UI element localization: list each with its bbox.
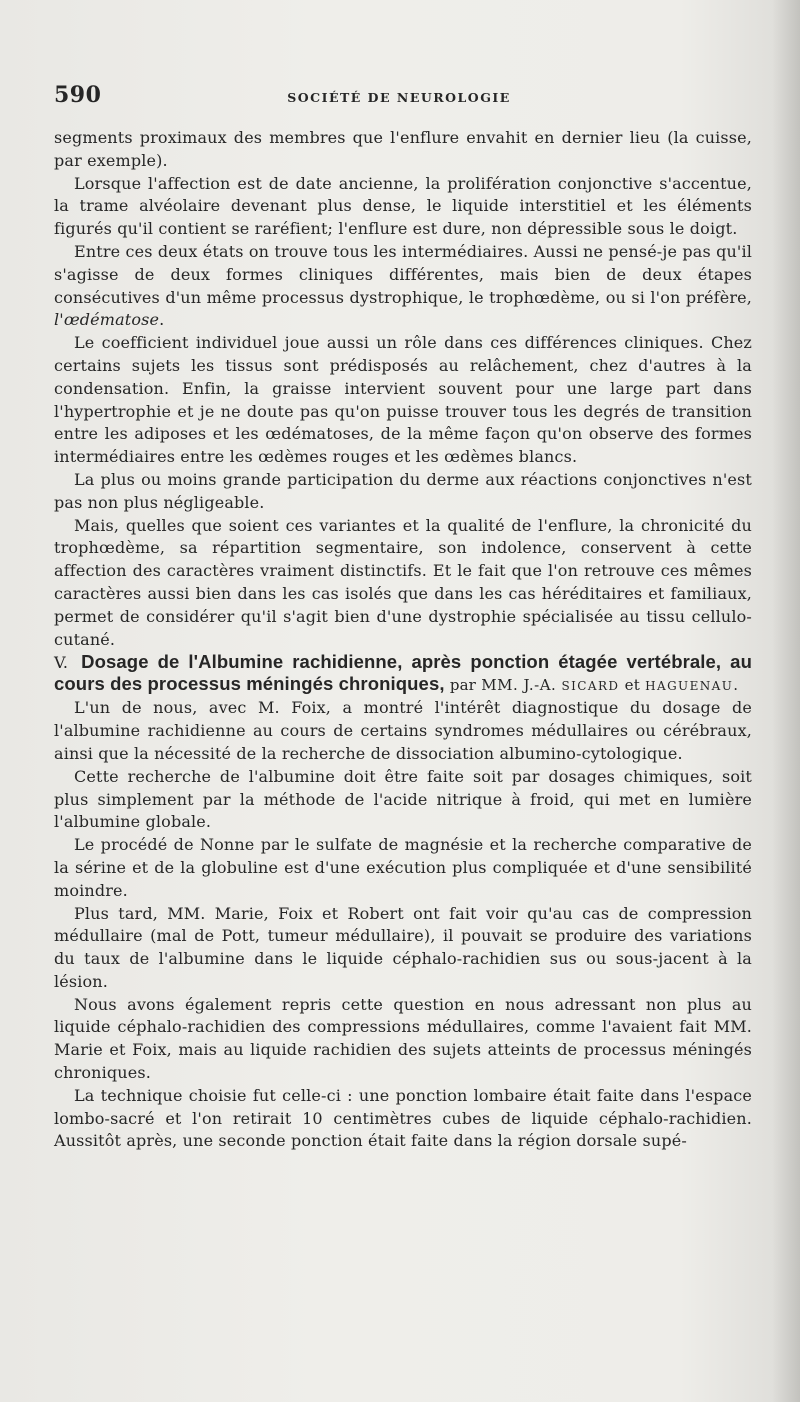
paragraph: segments proximaux des membres que l'enflure envahit en dernier lieu (la cuisse, par exemple). <box>54 128 752 170</box>
paragraph-text: Entre ces deux états on trouve tous les intermédiaires. Aussi ne pensé-je pas qu'il s'agisse de deux formes cliniques différentes, mais bien de deux étapes consécutives d'un même processus dystrophique, le trophœdème, ou si l'on préfère, <box>54 241 752 307</box>
section-authors-prefix: MM. J.-A. <box>481 676 557 695</box>
section-title-text: Dosage de l'Albumine rachidienne, après ponction étagée vertébrale, au cours des processus méningés chroniques, <box>54 651 752 695</box>
page-number: 590 <box>54 82 102 108</box>
author-haguenau: HAGUENAU <box>645 679 734 694</box>
italic-term: l'œdématose <box>54 310 160 330</box>
section-number: V. <box>54 653 69 673</box>
page-header <box>54 82 744 112</box>
section-and: et <box>624 676 640 695</box>
paragraph: Mais, quelles que soient ces variantes et la qualité de l'enflure, la chronicité du trophœdème, sa répartition segmentaire, son indolence, conservent à cette affection des caractères vraiment distinctifs. Et le fait que l'on retrouve ces mêmes caractères aussi bien dans les cas isolés que dans les cas héréditaires et familiaux, permet de considérer qu'il s'agit bien d'une dystrophie spécialisée au tissu cellulo-cutané. <box>54 515 752 649</box>
page-edge-shadow <box>772 0 800 1402</box>
section-title-end: . <box>733 676 739 695</box>
paragraph: Plus tard, MM. Marie, Foix et Robert ont fait voir qu'au cas de compression médullaire (mal de Pott, tumeur médullaire), il pouvait se produire des variations du taux de l'albumine dans le liquide céphalo-rachidien sus ou sous-jacent à la lésion. <box>54 903 752 991</box>
paragraph: La plus ou moins grande participation du derme aux réactions conjonctives n'est pas non plus négligeable. <box>54 469 752 512</box>
paragraph: L'un de nous, avec M. Foix, a montré l'intérêt diagnostique du dosage de l'albumine rachidienne au cours de certains syndromes médullaires ou cérébraux, ainsi que la nécessité de la recherche de dissociation albumino-cytologique. <box>54 698 752 763</box>
paragraph: Cette recherche de l'albumine doit être faite soit par dosages chimiques, soit plus simplement par la méthode de l'acide nitrique à froid, qui met en lumière l'albumine globale. <box>54 766 752 832</box>
paragraph: Le procédé de Nonne par le sulfate de magnésie et la recherche comparative de la sérine et de la globuline est d'une exécution plus compliquée et d'une sensibilité moindre. <box>54 835 752 900</box>
paragraph-end: . <box>159 310 165 330</box>
paragraph: La technique choisie fut celle-ci : une ponction lombaire était faite dans l'espace lombo-sacré et l'on retirait 10 centimètres cubes de liquide céphalo-rachidien. Aussitôt après, une seconde ponction était faite dans la région dorsale supé- <box>54 1085 752 1151</box>
body-text <box>54 127 752 1153</box>
paragraph <box>54 241 752 332</box>
paragraph: Nous avons également repris cette question en nous adressant non plus au liquide céphalo-rachidien des compressions médullaires, comme l'avaient fait MM. Marie et Foix, mais au liquide rachidien des sujets atteints de processus méningés chroniques. <box>54 994 752 1083</box>
author-sicard: SICARD <box>561 679 620 694</box>
running-head: SOCIÉTÉ DE NEUROLOGIE <box>287 90 511 105</box>
section-by: par <box>449 676 476 695</box>
paragraph: Le coefficient individuel joue aussi un rôle dans ces différences cliniques. Chez certains sujets les tissus sont prédisposés au relâchement, chez d'autres à la condensation. Enfin, la graisse intervient souvent pour une large part dans l'hypertrophie et je ne doute pas qu'on puisse trouver tous les degrés de transition entre les adiposes et les œdématoses, de la même façon qu'on observe des formes intermédiaires entre les œdèmes rouges et les œdèmes blancs. <box>54 333 752 467</box>
paragraph: Lorsque l'affection est de date ancienne, la prolifération conjonctive s'accentue, la trame alvéolaire devenant plus dense, le liquide interstitiel et les éléments figurés qu'il contient se raréfient; l'enflure est dure, non dépressible sous le doigt. <box>54 173 752 239</box>
section-title <box>54 651 752 697</box>
